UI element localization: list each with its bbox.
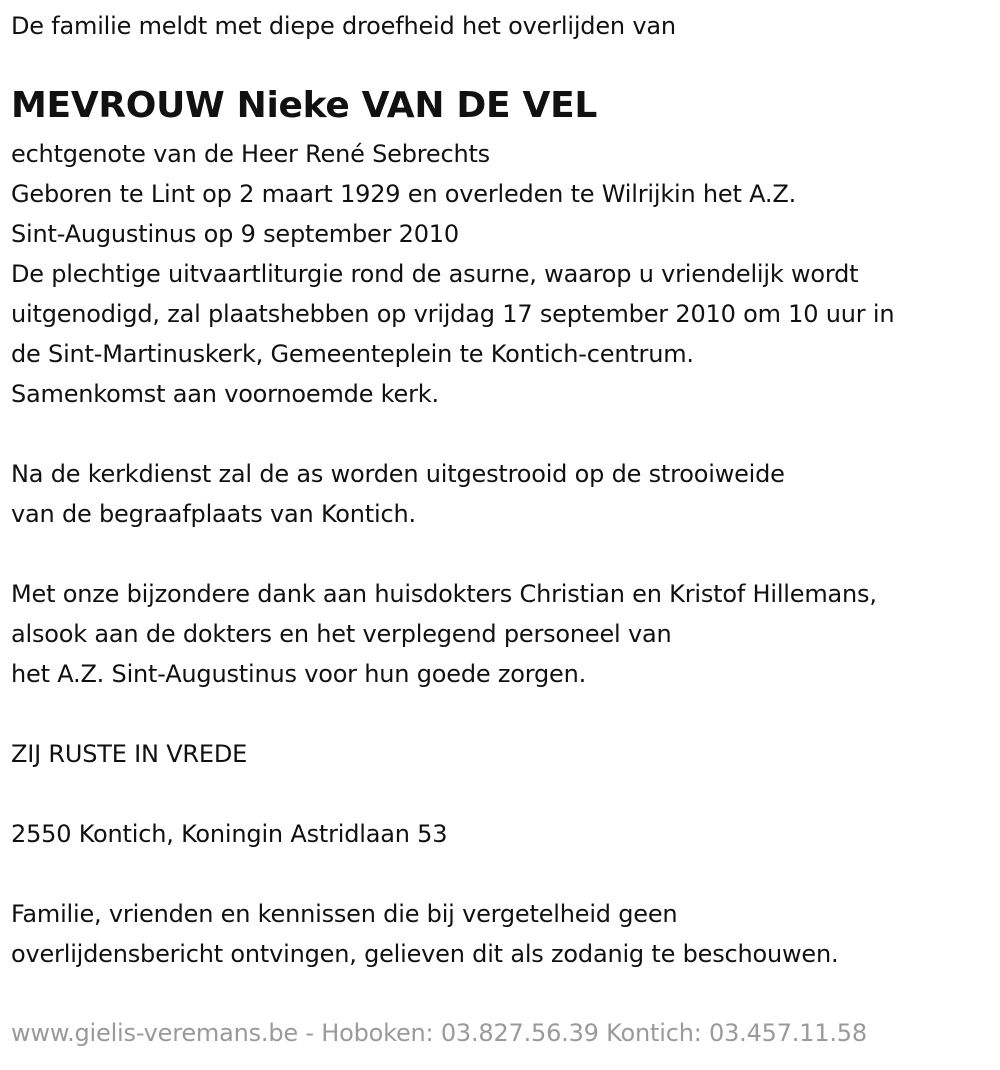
address-line: 2550 Kontich, Koningin Astridlaan 53 (11, 820, 448, 848)
closing-line-2: overlijdensbericht ontvingen, gelieven dit als zodanig te beschouwen. (11, 940, 839, 968)
closing-line-1: Familie, vrienden en kennissen die bij vergetelheid geen (11, 900, 678, 928)
spacer (11, 414, 894, 454)
intro-text: De familie meldt met diepe droefheid het overlijden van (11, 12, 676, 40)
funeral-line-3: de Sint-Martinuskerk, Gemeenteplein te Kontich-centrum. (11, 340, 694, 368)
spacer (11, 774, 894, 814)
deceased-name: MEVROUW Nieke VAN DE VEL (11, 85, 598, 126)
ashes-line-1: Na de kerkdienst zal de as worden uitgestrooid op de strooiweide (11, 460, 785, 488)
gathering-line: Samenkomst aan voornoemde kerk. (11, 380, 439, 408)
funeral-line-2: uitgenodigd, zal plaatshebben op vrijdag 17 september 2010 om 10 uur in (11, 300, 895, 328)
spacer (11, 694, 894, 734)
thanks-line-1: Met onze bijzondere dank aan huisdokters Christian en Kristof Hillemans, (11, 580, 877, 608)
footer-contact: www.gielis-veremans.be - Hoboken: 03.827.56.39 Kontich: 03.457.11.58 (11, 1019, 867, 1047)
birth-death-line-1: Geboren te Lint op 2 maart 1929 en overleden te Wilrijkin het A.Z. (11, 180, 797, 208)
spacer (11, 854, 894, 894)
thanks-line-2: alsook aan de dokters en het verplegend personeel van (11, 620, 672, 648)
funeral-line-1: De plechtige uitvaartliturgie rond de asurne, waarop u vriendelijk wordt (11, 260, 859, 288)
birth-death-line-2: Sint-Augustinus op 9 september 2010 (11, 220, 459, 248)
ashes-line-2: van de begraafplaats van Kontich. (11, 500, 416, 528)
spacer (11, 534, 894, 574)
spouse-line: echtgenote van de Heer René Sebrechts (11, 140, 490, 168)
thanks-line-3: het A.Z. Sint-Augustinus voor hun goede zorgen. (11, 660, 587, 688)
notice-body (11, 134, 894, 974)
rest-in-peace: ZIJ RUSTE IN VREDE (11, 740, 248, 768)
